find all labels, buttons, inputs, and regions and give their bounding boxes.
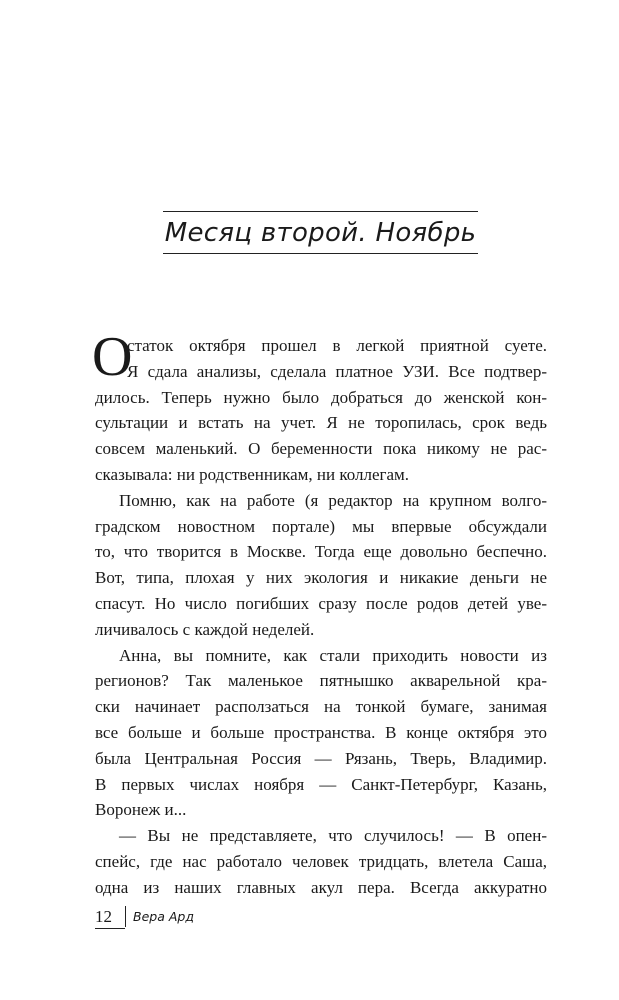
text-line: — Вы не представляете, что случилось! — В опен-: [119, 826, 547, 846]
chapter-title-text: Месяц второй. Ноябрь: [164, 217, 477, 248]
text-line: все больше и больше пространства. В конце октября это: [95, 722, 547, 742]
text-line: градском новостном портале) мы впервые обсуждали: [95, 516, 547, 536]
text-line: была Центральная Россия — Рязань, Тверь, Владимир.: [95, 748, 547, 768]
text-line: дилось. Теперь нужно было добраться до женской кон-: [95, 387, 547, 407]
text-line: одна из наших главных акул пера. Всегда аккуратно: [95, 877, 547, 897]
text-line: ски начинает расползаться на тонкой бумаге, занимая: [95, 697, 547, 717]
chapter-title: [163, 211, 478, 254]
text-line: сказывала: ни родственникам, ни коллегам.: [95, 464, 410, 484]
text-line: Вот, типа, плохая у них экология и никакие деньги не: [95, 568, 547, 588]
text-line: В первых числах ноября — Санкт-Петербург, Казань,: [95, 774, 547, 794]
page-number: 12: [95, 906, 126, 927]
body-text: [92, 326, 547, 901]
text-line: регионов? Так маленькое пятнышко акварельной кра-: [95, 671, 547, 691]
text-line: Я сдала анализы, сделала платное УЗИ. Все подтвер-: [127, 361, 547, 381]
text-line: совсем маленький. О беременности пока никому не рас-: [95, 439, 547, 459]
text-line: Воронеж и...: [95, 800, 187, 820]
drop-cap: О: [92, 326, 133, 388]
text-line: сультации и встать на учет. Я не торопилась, срок ведь: [95, 413, 547, 433]
text-line: личивалось с каждой неделей.: [95, 619, 315, 639]
text-line: Анна, вы помните, как стали приходить новости из: [119, 645, 547, 665]
text-line: спасут. Но число погибших сразу после родов детей уве-: [95, 593, 547, 613]
text-line: статок октября прошел в легкой приятной суете.: [127, 336, 547, 355]
running-head-author: Вера Ард: [133, 909, 194, 924]
text-line: спейс, где нас работало человек тридцать, влетела Саша,: [95, 851, 547, 871]
text-line: то, что творится в Москве. Тогда еще довольно беспечно.: [95, 542, 547, 562]
footer-rule: [95, 928, 125, 929]
text-line: Помню, как на работе (я редактор на крупном волго-: [119, 490, 547, 510]
